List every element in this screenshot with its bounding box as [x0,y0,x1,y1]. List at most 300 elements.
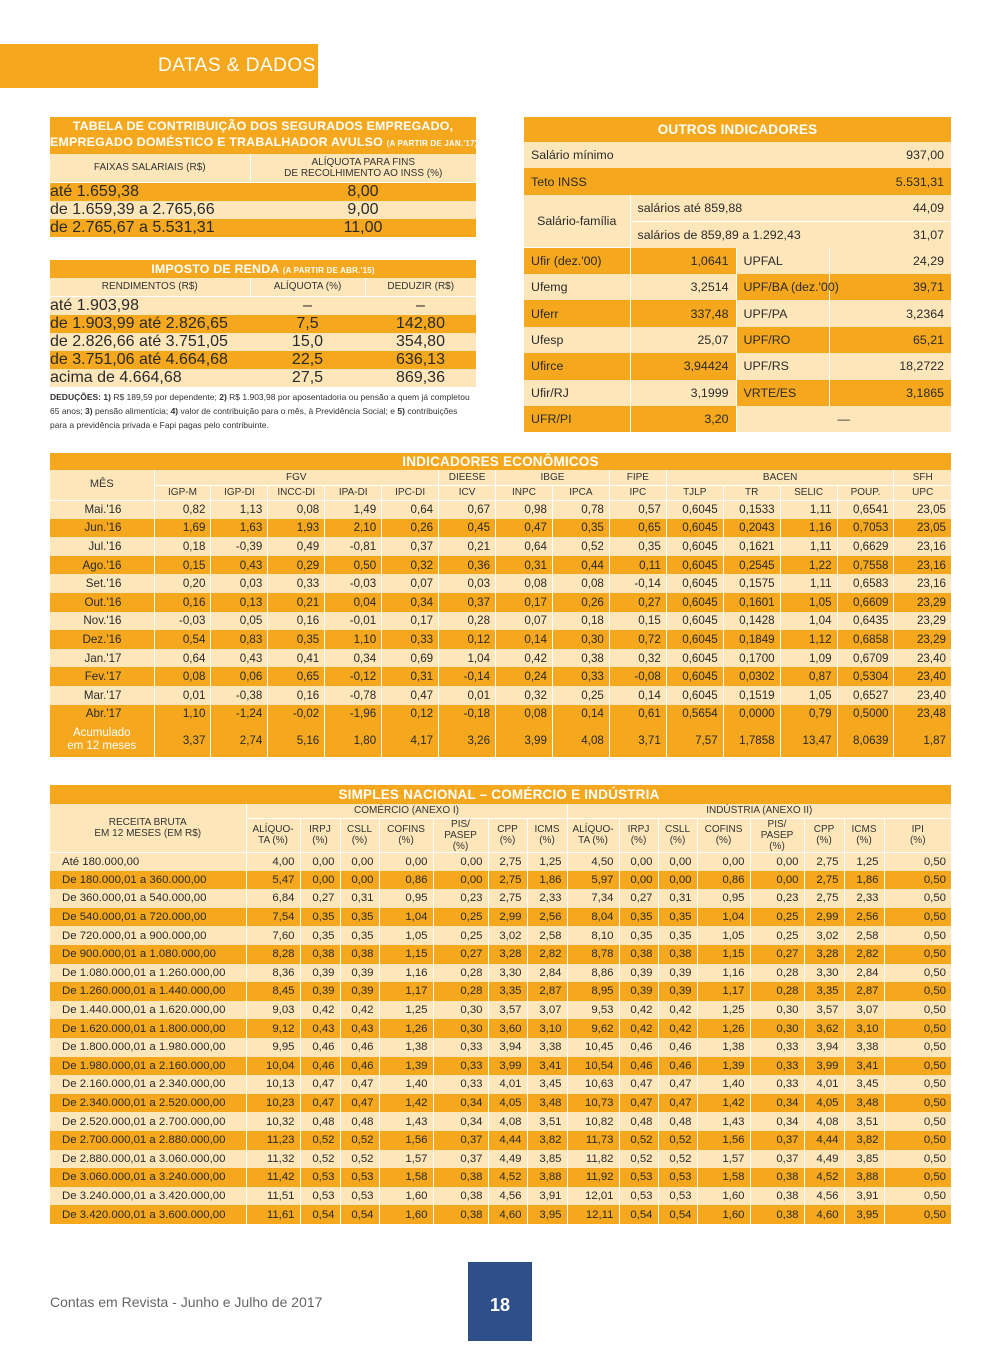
econ-acum-value: 1,80 [325,723,382,757]
outros-right-value: 65,21 [829,327,951,353]
simples-row [50,1019,951,1038]
simples-value: 0,47 [619,1075,658,1094]
econ-col-selic: SELIC [780,485,837,500]
econ-group-dieese: DIEESE [439,470,496,485]
econ-value: 0,6629 [837,537,894,556]
simples-value: 0,53 [300,1187,340,1206]
simples-value: 0,47 [340,1075,379,1094]
simples-faixa: De 2.160.000,01 a 2.340.000,00 [50,1075,246,1094]
teto-inss-value: 5.531,31 [736,168,951,194]
simples-value: 3,35 [804,982,844,1001]
industria-col-line: COFINS [704,824,743,835]
outros-left-value: 1,0641 [630,248,736,274]
simples-value: 1,86 [844,871,884,890]
econ-value: 23,29 [894,593,951,612]
econ-value: 0,43 [211,649,268,668]
comercio-col-5 [488,818,527,852]
simples-value: 0,00 [300,852,340,871]
simples-value: 0,46 [658,1057,697,1076]
simples-value: 2,75 [488,852,527,871]
simples-value: 3,07 [527,1001,567,1020]
econ-acum-value: 4,17 [382,723,439,757]
outros-row [524,353,951,379]
simples-value: 0,34 [750,1112,804,1131]
outros-right-label: UPF/PA [736,300,829,326]
ir-row [50,333,476,351]
econ-value: 1,04 [780,612,837,631]
simples-value: 7,54 [246,908,300,927]
simples-value: 3,45 [527,1075,567,1094]
comercio-col-line: (%) [312,835,328,846]
inss-faixa: de 1.659,39 a 2.765,66 [50,201,250,219]
simples-value: 3,60 [488,1019,527,1038]
simples-row [50,1150,951,1169]
simples-value: 11,32 [246,1150,300,1169]
comercio-col-line: ICMS [534,824,560,835]
simples-value: 4,08 [804,1112,844,1131]
simples-value: 0,50 [884,945,951,964]
simples-value: 0,52 [619,1150,658,1169]
simples-value: 0,39 [300,964,340,983]
salario-minimo-label: Salário mínimo [524,142,736,168]
ir-title: IMPOSTO DE RENDA [151,262,280,276]
simples-value: 0,39 [300,982,340,1001]
simples-value: 0,42 [658,1019,697,1038]
simples-value: 1,38 [379,1038,433,1057]
econ-month: Mai.'16 [50,500,154,519]
outros-title: OUTROS INDICADORES [524,117,951,142]
econ-value: 23,48 [894,705,951,724]
econ-row [50,537,951,556]
simples-value: 4,05 [488,1094,527,1113]
econ-row [50,500,951,519]
simples-value: 0,47 [300,1094,340,1113]
econ-value: 0,64 [154,649,211,668]
econ-value: -0,01 [325,612,382,631]
simples-value: 0,35 [340,908,379,927]
econ-value: 0,5304 [837,667,894,686]
econ-value: 0,6709 [837,649,894,668]
simples-value: 12,11 [567,1205,619,1224]
simples-value: 2,75 [804,871,844,890]
simples-value: 1,17 [697,982,750,1001]
simples-value: 11,42 [246,1168,300,1187]
econ-acum-value: 1,7858 [723,723,780,757]
simples-value: 11,23 [246,1131,300,1150]
footer-text: Contas em Revista - Junho e Julho de 2017 [50,1294,323,1310]
ded-n5: 5) [397,405,405,416]
simples-faixa: De 3.420.000,01 a 3.600.000,00 [50,1205,246,1224]
simples-faixa: De 2.880.000,01 a 3.060.000,00 [50,1150,246,1169]
simples-value: 0,35 [619,908,658,927]
simples-value: 8,28 [246,945,300,964]
simples-value: 0,50 [884,1019,951,1038]
simples-row [50,945,951,964]
simples-value: 0,00 [340,852,379,871]
simples-value: 11,51 [246,1187,300,1206]
simples-value: 2,58 [527,926,567,945]
simples-value: 3,85 [527,1150,567,1169]
simples-value: 3,57 [804,1001,844,1020]
comercio-col-line: (%) [398,835,414,846]
comercio-col-line: (%) [499,835,516,846]
econ-col-poup: POUP. [837,485,894,500]
simples-value: 0,46 [340,1038,379,1057]
simples-value: 0,46 [619,1038,658,1057]
simples-value: 0,30 [433,1001,488,1020]
simples-row [50,1075,951,1094]
simples-faixa: De 540.000,01 a 720.000,00 [50,908,246,927]
simples-value: 10,54 [567,1057,619,1076]
teto-inss-label: Teto INSS [524,168,736,194]
econ-value: 0,6045 [666,649,723,668]
simples-value: 1,86 [527,871,567,890]
outros-row [524,248,951,274]
econ-value: 0,08 [154,667,211,686]
simples-value: 4,00 [246,852,300,871]
outros-left-label: Ufemg [524,274,630,300]
other-indicators-table [524,117,951,432]
simples-value: 3,48 [844,1094,884,1113]
outros-left-label: Ufir (dez.'00) [524,248,630,274]
income-tax-table [50,260,476,432]
simples-value: 1,58 [697,1168,750,1187]
simples-row [50,871,951,890]
simples-value: 0,35 [300,926,340,945]
simples-faixa: De 3.240.000,01 a 3.420.000,00 [50,1187,246,1206]
simples-value: 0,43 [300,1019,340,1038]
simples-value: 1,42 [697,1094,750,1113]
simples-value: 4,56 [804,1187,844,1206]
econ-value: 0,44 [552,556,609,575]
industria-col-line: IPI [911,824,924,835]
simples-value: 0,00 [433,871,488,890]
econ-value: 0,1621 [723,537,780,556]
econ-acum-value: 5,16 [268,723,325,757]
ir-table-title [50,260,476,278]
econ-col-tjlp: TJLP [666,485,723,500]
ded-n1: 1) [103,391,111,402]
simples-group-comercio: COMÉRCIO (ANEXO I) [246,804,567,818]
econ-value: 0,45 [439,519,496,538]
simples-value: 0,34 [433,1094,488,1113]
econ-acum-value: 3,37 [154,723,211,757]
outros-left-value: 3,94424 [630,353,736,379]
comercio-col-line: COFINS [387,824,425,835]
simples-value: 11,82 [567,1150,619,1169]
simples-value: 0,47 [619,1094,658,1113]
simples-value: 2,75 [488,889,527,908]
econ-value: 23,29 [894,612,951,631]
inss-col-aliquota-line2: DE RECOLHIMENTO AO INSS (%) [284,167,443,179]
econ-value: 0,6045 [666,537,723,556]
simples-row [50,1038,951,1057]
ir-aliquota: 27,5 [250,369,365,387]
simples-value: 0,00 [433,852,488,871]
econ-row [50,667,951,686]
simples-value: 1,60 [379,1187,433,1206]
simples-value: 3,35 [488,982,527,1001]
ded-t1: R$ 189,59 por dependente; [113,391,217,402]
simples-value: 9,12 [246,1019,300,1038]
simples-value: 0,39 [658,964,697,983]
outros-row [524,274,951,300]
simples-value: 0,43 [340,1019,379,1038]
simples-value: 3,10 [844,1019,884,1038]
outros-left-label: UFR/PI [524,406,630,432]
econ-value: -0,39 [211,537,268,556]
simples-value: 0,50 [884,1075,951,1094]
econ-value: 0,29 [268,556,325,575]
inss-contribution-table [50,117,476,237]
comercio-col-line: CPP [497,824,518,835]
simples-value: 1,58 [379,1168,433,1187]
econ-value: 0,15 [609,612,666,631]
simples-value: 0,50 [884,1112,951,1131]
econ-month: Out.'16 [50,593,154,612]
econ-value: 0,57 [609,500,666,519]
econ-value: 23,40 [894,667,951,686]
econ-value: 0,33 [268,574,325,593]
simples-value: 0,28 [750,982,804,1001]
outros-right-value: 24,29 [829,248,951,274]
outros-row [524,380,951,406]
econ-group-sfh: SFH [894,470,951,485]
econ-value: 1,16 [780,519,837,538]
simples-value: 1,16 [379,964,433,983]
econ-group-bacen: BACEN [666,470,894,485]
econ-value: 0,21 [268,593,325,612]
simples-value: 10,13 [246,1075,300,1094]
simples-value: 1,40 [379,1075,433,1094]
simples-row [50,1094,951,1113]
industria-col-line: PASEP [760,829,794,841]
econ-value: 0,28 [439,612,496,631]
simples-value: 4,49 [488,1150,527,1169]
simples-value: 3,94 [804,1038,844,1057]
simples-value: 2,82 [844,945,884,964]
econ-month: Fev.'17 [50,667,154,686]
econ-value: -1,24 [211,705,268,724]
simples-faixa: De 720.000,01 a 900.000,00 [50,926,246,945]
simples-value: 9,53 [567,1001,619,1020]
econ-value: 1,10 [154,705,211,724]
simples-receita-line2: EM 12 MESES (EM R$) [94,827,202,839]
simples-value: 8,86 [567,964,619,983]
econ-value: 0,20 [154,574,211,593]
simples-value: 6,84 [246,889,300,908]
inss-col-faixas: FAIXAS SALARIAIS (R$) [50,154,250,182]
econ-value: 0,47 [382,686,439,705]
section-banner: DATAS & DADOS [0,44,318,88]
simples-value: 0,53 [658,1187,697,1206]
ir-rendimento: de 1.903,99 até 2.826,65 [50,315,250,333]
econ-value: 0,26 [382,519,439,538]
simples-value: 0,50 [884,1150,951,1169]
econ-value: 0,52 [552,537,609,556]
econ-value: 0,18 [552,612,609,631]
econ-value: 0,6045 [666,612,723,631]
outros-right-label: UPF/RS [736,353,829,379]
simples-value: 3,51 [844,1112,884,1131]
econ-value: 0,01 [154,686,211,705]
econ-value: 0,35 [609,537,666,556]
comercio-col-1 [300,818,340,852]
simples-value: 0,35 [658,908,697,927]
inss-faixa: de 2.765,67 a 5.531,31 [50,219,250,237]
simples-value: 10,45 [567,1038,619,1057]
comercio-col-line: (%) [539,835,555,846]
econ-value: 0,83 [211,630,268,649]
econ-col-inpc: INPC [496,485,553,500]
simples-value: 0,52 [658,1150,697,1169]
econ-value: 0,08 [496,705,553,724]
econ-acum-label [50,723,154,757]
outros-left-value: 337,48 [630,300,736,326]
econ-value: 1,69 [154,519,211,538]
econ-value: 0,14 [552,705,609,724]
simples-row [50,982,951,1001]
simples-faixa: De 1.800.000,01 a 1.980.000,00 [50,1038,246,1057]
simples-value: 0,00 [379,852,433,871]
simples-value: 1,57 [379,1150,433,1169]
econ-value: 0,35 [268,630,325,649]
econ-value: 0,98 [496,500,553,519]
industria-col-line: CPP [813,824,835,835]
simples-value: 3,99 [488,1057,527,1076]
econ-value: 0,37 [382,537,439,556]
econ-value: 0,14 [496,630,553,649]
simples-value: 0,25 [750,908,804,927]
simples-value: 2,75 [804,889,844,908]
econ-month: Set.'16 [50,574,154,593]
simples-value: 3,07 [844,1001,884,1020]
econ-value: 0,17 [496,593,553,612]
simples-value: 0,54 [340,1205,379,1224]
simples-value: 0,48 [300,1112,340,1131]
econ-month: Ago.'16 [50,556,154,575]
econ-value: 0,11 [609,556,666,575]
econ-value: 0,6045 [666,667,723,686]
simples-faixa: De 2.520.000,01 a 2.700.000,00 [50,1112,246,1131]
comercio-col-line: PASEP [444,829,477,841]
simples-value: 0,38 [750,1187,804,1206]
simples-value: 0,00 [619,871,658,890]
simples-value: 0,47 [658,1094,697,1113]
ded-n4: 4) [170,405,179,416]
simples-value: 3,62 [804,1019,844,1038]
salario-familia-r1-label: salários até 859,88 [630,195,829,221]
econ-row [50,593,951,612]
econ-value: -0,02 [268,705,325,724]
econ-acum-label-line2: em 12 meses [67,740,137,753]
simples-value: 3,02 [488,926,527,945]
ir-deductions-note [50,390,476,432]
inss-aliquota: 11,00 [250,219,476,237]
simples-value: 0,28 [750,964,804,983]
simples-value: 0,47 [658,1075,697,1094]
econ-value: 1,93 [268,519,325,538]
outros-left-value: 25,07 [630,327,736,353]
econ-col-ipcdi: IPC-DI [382,485,439,500]
simples-value: 0,30 [750,1019,804,1038]
econ-value: 23,40 [894,686,951,705]
econ-value: 0,26 [552,593,609,612]
econ-value: 0,03 [211,574,268,593]
simples-value: 0,38 [433,1205,488,1224]
simples-value: 0,28 [433,982,488,1001]
inss-aliquota: 8,00 [250,182,476,201]
ded-n3: 3) [85,405,93,416]
inss-table-title [50,117,476,154]
simples-value: 4,05 [804,1094,844,1113]
simples-value: 1,05 [697,926,750,945]
simples-value: 1,60 [697,1187,750,1206]
simples-value: 1,26 [379,1019,433,1038]
econ-value: -0,08 [609,667,666,686]
simples-value: 3,94 [488,1038,527,1057]
simples-value: 2,75 [488,871,527,890]
simples-value: 0,48 [340,1112,379,1131]
econ-value: 0,0302 [723,667,780,686]
ir-row [50,369,476,387]
industria-col-line: (%) [715,835,732,846]
econ-value: 0,6045 [666,686,723,705]
simples-value: 0,25 [433,908,488,927]
ir-aliquota: 7,5 [250,315,365,333]
econ-value: 0,35 [552,519,609,538]
outros-left-value: 3,20 [630,406,736,432]
simples-value: 0,50 [884,1057,951,1076]
industria-col-6 [844,818,884,852]
simples-value: 0,86 [697,871,750,890]
simples-value: 3,88 [527,1168,567,1187]
outros-right-label: UPFAL [736,248,829,274]
simples-value: 1,56 [379,1131,433,1150]
simples-value: 0,00 [697,852,750,871]
econ-value: 0,13 [211,593,268,612]
simples-value: 3,38 [844,1038,884,1057]
simples-value: 0,50 [884,1168,951,1187]
inss-title-note: (A PARTIR DE JAN.'17) [386,139,478,148]
simples-value: 3,85 [844,1150,884,1169]
econ-value: 0,6541 [837,500,894,519]
econ-value: 0,30 [552,630,609,649]
simples-value: 1,38 [697,1038,750,1057]
simples-value: 0,30 [433,1019,488,1038]
simples-value: 7,34 [567,889,619,908]
simples-value: 0,27 [619,889,658,908]
simples-value: 0,38 [750,1205,804,1224]
econ-value: 1,13 [211,500,268,519]
econ-acum-value: 3,99 [496,723,553,757]
simples-value: 2,84 [527,964,567,983]
ded-t4: valor de contribuição para o mês, à Previdência Social; e [180,405,396,416]
simples-value: 0,33 [750,1057,804,1076]
industria-col-line: (%) [856,835,872,846]
industria-col-line: (%) [816,835,832,846]
simples-value: 10,04 [246,1057,300,1076]
simples-value: 2,56 [844,908,884,927]
simples-value: 2,56 [527,908,567,927]
simples-value: 0,27 [300,889,340,908]
econ-row [50,574,951,593]
simples-faixa: De 1.620.000,01 a 1.800.000,00 [50,1019,246,1038]
simples-value: 0,33 [433,1038,488,1057]
simples-value: 3,48 [527,1094,567,1113]
econ-value: 0,37 [439,593,496,612]
outros-right-label: UPF/BA (dez.'00) [736,274,829,300]
